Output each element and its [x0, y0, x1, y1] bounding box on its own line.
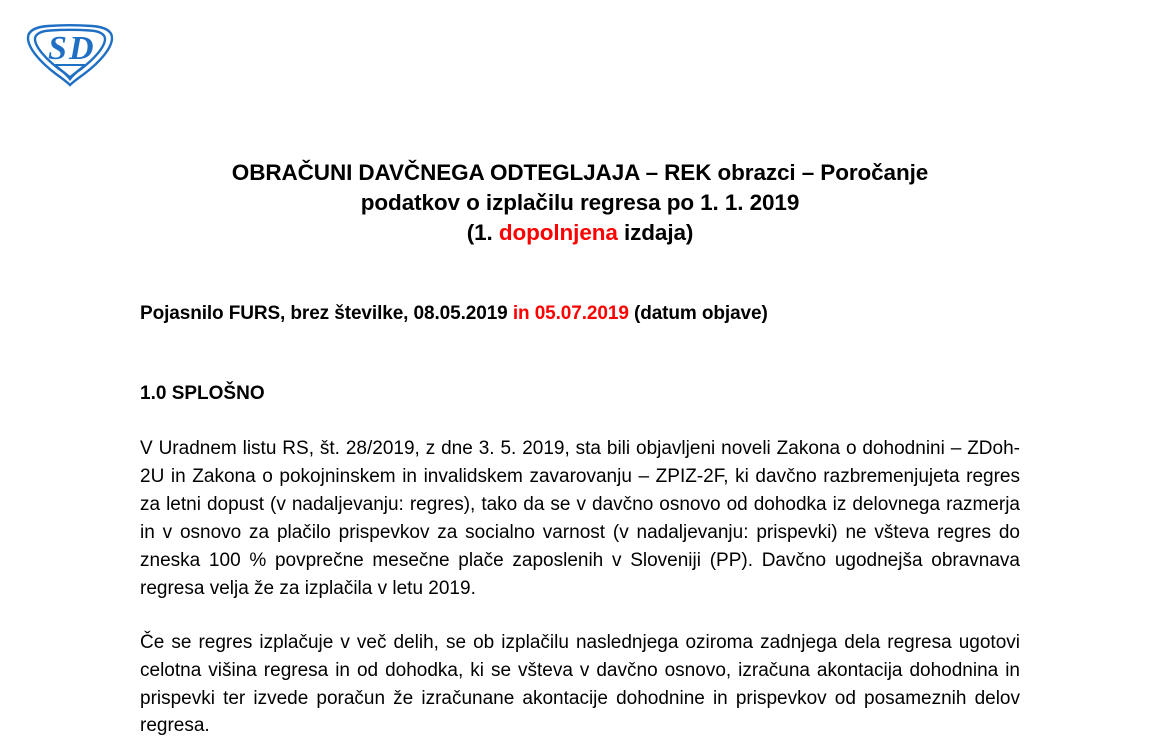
subtitle-suffix: (datum objave)	[628, 302, 768, 324]
page-title	[140, 158, 1020, 248]
section-heading-splosno: 1.0 SPLOŠNO	[140, 383, 265, 405]
title-line-3-suffix: izdaja)	[617, 219, 694, 245]
title-line-3	[140, 218, 1020, 248]
logo-letter-d: D	[69, 30, 94, 67]
title-line-1: OBRAČUNI DAVČNEGA ODTEGLJAJA – REK obrazci – Poročanje	[231, 160, 929, 185]
subtitle-highlight: in 05.07.2019	[512, 302, 629, 324]
title-line-2: podatkov o izplačilu regresa po 1. 1. 2019	[360, 189, 800, 215]
sd-shield-logo	[22, 22, 118, 88]
logo-letter-s: S	[48, 30, 67, 67]
body-paragraph-2: Če se regres izplačuje v več delih, se ob izplačilu naslednjega oziroma zadnjega dela regresa ugotovi celotna višina regresa in od dohodka, ki se všteva v davčno osnovo, izračuna akontacija dohodnina in prispevki ter izvede poračun že izračunane akontacije dohodnine in prispevkov od posameznih delov regresa.	[140, 631, 1020, 737]
subtitle-prefix: Pojasnilo FURS, brez številke, 08.05.2019	[140, 302, 513, 324]
title-line-3-highlight: dopolnjena	[498, 219, 618, 245]
title-line-3-prefix: (1.	[466, 219, 499, 245]
document-content	[140, 158, 1020, 740]
document-subtitle	[140, 248, 1020, 327]
body-paragraph-1: V Uradnem listu RS, št. 28/2019, z dne 3. 5. 2019, sta bili objavljeni noveli Zakona o dohodnini – ZDoh-2U in Zakona o pokojninskem in invalidskem zavarovanju – ZPIZ-2F, ki davčno razbremenjujeta regres za letni dopust (v nadaljevanju: regres), tako da se v davčno osnovo od dohodka iz delovnega razmerja in v osnovo za plačilo prispevkov za socialno varnost (v nadaljevanju: prispevki) ne všteva regres do zneska 100 % povprečne mesečne plače zaposlenih v Sloveniji (PP). Davčno ugodnejša obravnava regresa velja že za izplačila v letu 2019.	[140, 438, 1020, 599]
